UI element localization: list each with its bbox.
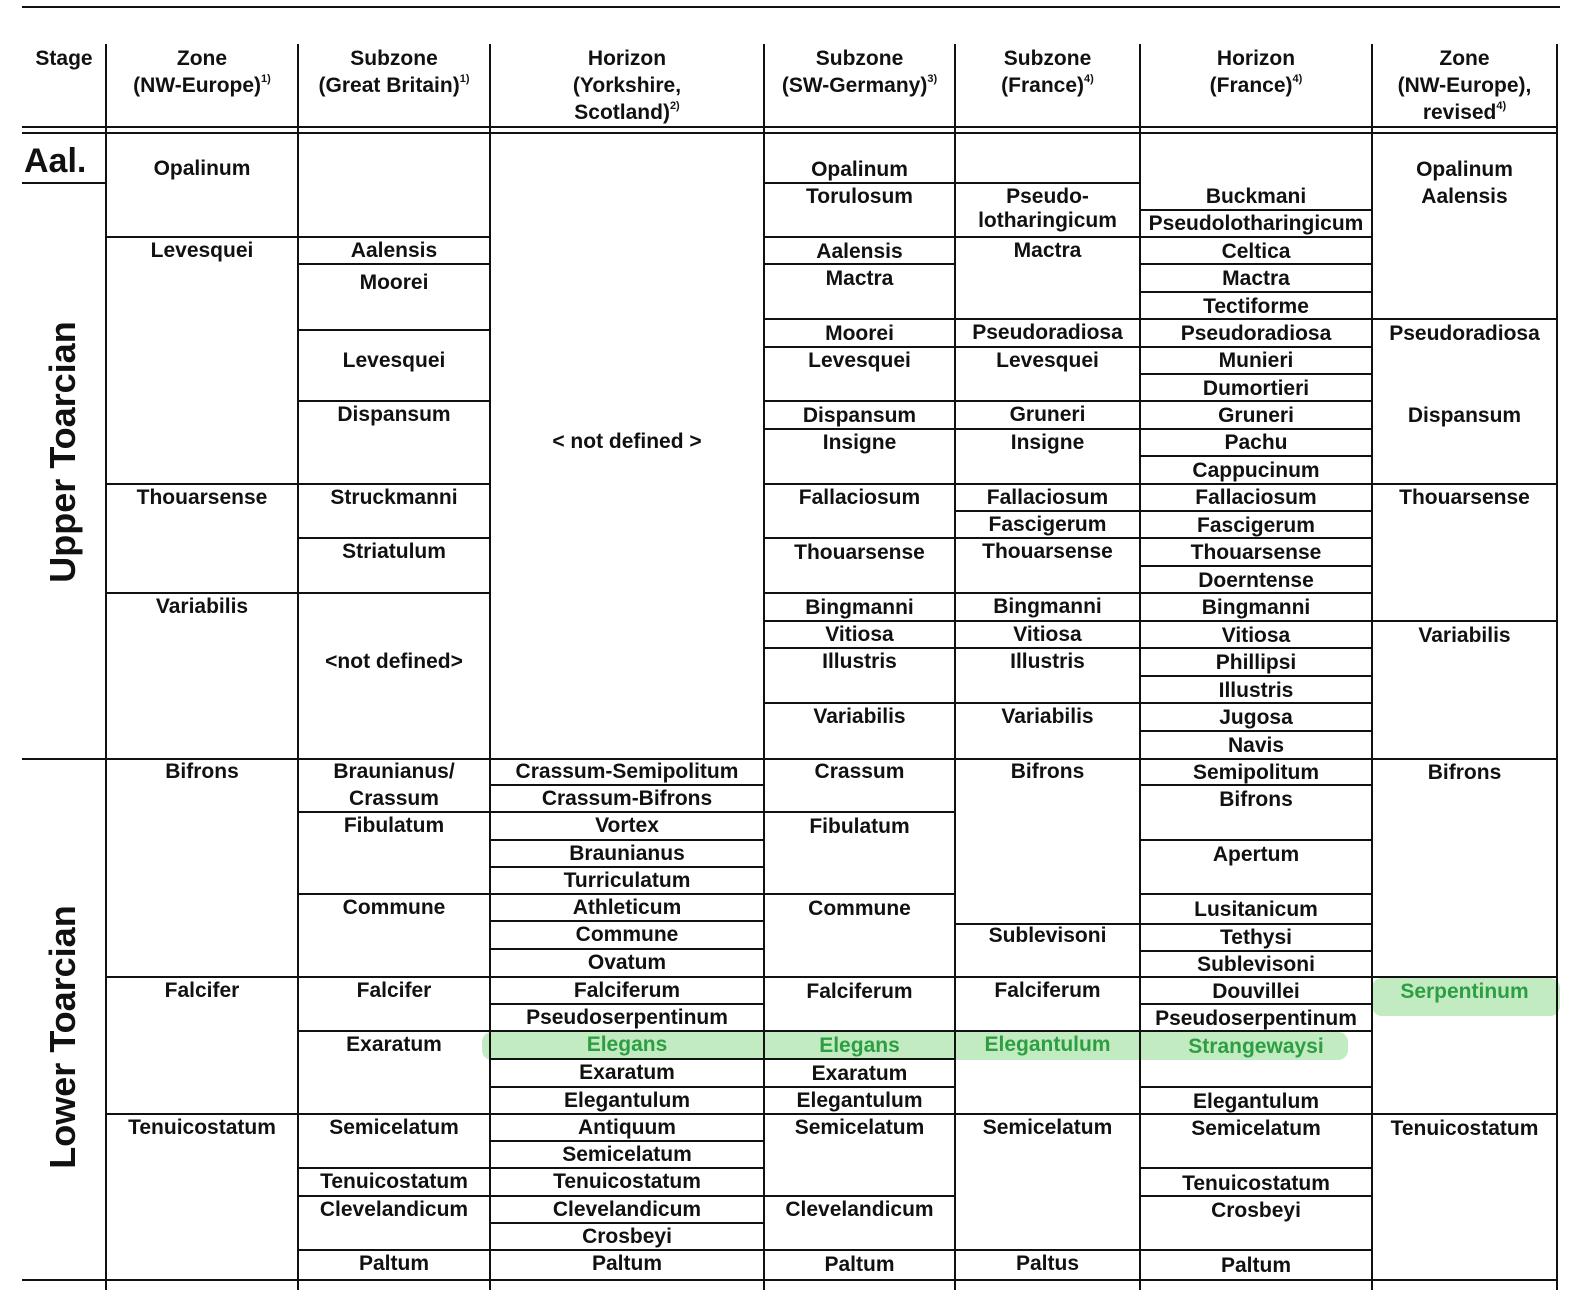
horizon-france-cell: Paltum — [1220, 1254, 1291, 1277]
horizon-yorkshire-cell: Commune — [575, 923, 679, 946]
header-subzone-france: Subzone (France)$^{4)}$ — [1001, 47, 1094, 97]
subzone-gb-cell: Paltum — [358, 1252, 429, 1275]
horizon-france-cell: Fascigerum — [1197, 514, 1315, 537]
subzone-france-cell: lotharingicum — [978, 209, 1117, 232]
subzone-france-cell: Bingmanni — [993, 595, 1102, 618]
stage-upper-toarcian: Upper Toarcian — [42, 321, 83, 583]
horizon-france-cell: Tenuicostatum — [1182, 1172, 1330, 1195]
horizon-france-cell: Pseudolotharingicum — [1148, 212, 1364, 235]
horizon-france-cell: Buckmani — [1205, 185, 1307, 208]
horizon-france-cell: Pseudoserpentinum — [1155, 1007, 1357, 1030]
horizon-france-cell-highlighted: Strangewaysi — [1188, 1035, 1324, 1058]
zone-cell: Bifrons — [165, 760, 239, 783]
header-subzone-great-britain: Subzone (Great Britain)$^{1)}$ — [318, 47, 470, 97]
subzone-gb-cell: Striatulum — [342, 540, 446, 563]
subzone-germany-cell: Paltum — [824, 1253, 895, 1276]
horizon-france-cell: Pachu — [1224, 431, 1288, 454]
horizon-france-cell: Elegantulum — [1192, 1090, 1319, 1113]
subzone-france-cell: Fascigerum — [988, 513, 1107, 536]
subzone-france-cell: Pseudo- — [1006, 185, 1089, 208]
subzone-france-cell: Semicelatum — [982, 1116, 1113, 1139]
horizon-france-cell: Gruneri — [1218, 404, 1294, 427]
horizon-france-cell: Semipolitum — [1192, 761, 1319, 784]
subzone-gb-cell: Crassum — [349, 787, 439, 810]
horizon-yorkshire-cell: Exaratum — [579, 1061, 675, 1084]
subzone-germany-cell: Falciferum — [806, 980, 913, 1003]
horizon-yorkshire-cell: Tenuicostatum — [553, 1170, 701, 1193]
horizon-yorkshire-cell-highlighted: Elegans — [586, 1033, 668, 1056]
horizon-france-cell: Fallaciosum — [1195, 486, 1317, 509]
horizon-france-cell: Celtica — [1221, 240, 1291, 263]
subzone-germany-cell: Fallaciosum — [798, 486, 921, 509]
zone-cell: Opalinum — [153, 157, 251, 180]
subzone-gb-cell: Aalensis — [350, 239, 438, 262]
subzone-france-cell: Bifrons — [1010, 760, 1085, 783]
subzone-france-cell: Insigne — [1010, 431, 1085, 454]
subzone-france-cell: Mactra — [1013, 239, 1082, 262]
header-zone-nw-europe: Zone (NW-Europe)$^{1)}$ — [133, 47, 271, 97]
horizon-france-cell: Tethysi — [1220, 926, 1292, 949]
subzone-germany-cell: Variabilis — [813, 705, 906, 728]
subzone-germany-cell: Torulosum — [806, 185, 913, 208]
subzone-germany-cell: Mactra — [825, 267, 894, 290]
horizon-france-cell: Sublevisoni — [1197, 953, 1315, 976]
horizon-yorkshire-cell: Falciferum — [573, 979, 681, 1002]
subzone-germany-cell: Semicelatum — [794, 1116, 925, 1139]
zone-revised-cell: Dispansum — [1407, 404, 1522, 427]
zone-revised-cell: Aalensis — [1421, 185, 1508, 208]
subzone-gb-cell: <not defined> — [325, 650, 463, 673]
horizon-france-cell: Lusitanicum — [1194, 898, 1318, 921]
subzone-france-cell: Falciferum — [994, 979, 1101, 1002]
header-zone-revised: Zone (NW-Europe), revised$^{4)}$ — [1397, 47, 1532, 124]
stage-lower-toarcian: Lower Toarcian — [42, 905, 83, 1169]
subzone-germany-cell: Commune — [808, 897, 911, 920]
subzone-france-cell: Vitiosa — [1013, 623, 1082, 646]
horizon-yorkshire-cell: Turriculatum — [563, 869, 691, 892]
horizon-france-cell: Navis — [1227, 734, 1285, 757]
zone-revised-cell: Bifrons — [1427, 761, 1502, 784]
horizon-france-cell: Crosbeyi — [1211, 1199, 1301, 1222]
horizon-yorkshire-cell: Crassum-Semipolitum — [515, 760, 739, 783]
horizon-yorkshire-cell: Crassum-Bifrons — [541, 787, 713, 810]
horizon-yorkshire-cell: Semicelatum — [562, 1143, 692, 1166]
stage-aalenian: Aal. — [24, 142, 87, 180]
subzone-germany-cell: Dispansum — [802, 404, 917, 427]
horizon-france-cell: Illustris — [1218, 679, 1294, 702]
subzone-germany-cell: Insigne — [822, 431, 897, 454]
header-horizon-yorkshire: Horizon (Yorkshire, Scotland)$^{2)}$ — [572, 47, 682, 124]
header-horizon-france: Horizon (France)$^{4)}$ — [1209, 47, 1303, 97]
zone-cell: Thouarsense — [136, 486, 268, 509]
subzone-germany-cell: Clevelandicum — [785, 1198, 934, 1221]
horizon-yorkshire-cell: Athleticum — [572, 896, 682, 919]
horizon-france-cell: Dumortieri — [1202, 377, 1310, 400]
zone-cell: Levesquei — [150, 239, 254, 262]
horizon-france-cell: Pseudoradiosa — [1180, 322, 1332, 345]
horizon-yorkshire-cell: Elegantulum — [563, 1089, 690, 1112]
header-subzone-sw-germany: Subzone (SW-Germany)$^{3)}$ — [781, 47, 938, 97]
subzone-france-cell: Sublevisoni — [988, 924, 1107, 947]
zone-cell: Tenuicostatum — [128, 1116, 276, 1139]
horizon-france-cell: Semicelatum — [1191, 1117, 1321, 1140]
subzone-germany-cell: Bingmanni — [805, 596, 914, 619]
subzone-france-cell-highlighted: Elegantulum — [984, 1033, 1111, 1056]
subzone-gb-cell: Commune — [342, 896, 446, 919]
subzone-germany-cell: Elegantulum — [796, 1089, 923, 1112]
horizon-yorkshire-cell: Crosbeyi — [582, 1225, 672, 1248]
zone-revised-cell: Thouarsense — [1399, 486, 1530, 509]
subzone-gb-cell: Falcifer — [356, 979, 432, 1002]
horizon-france-cell: Phillipsi — [1215, 651, 1297, 674]
subzone-germany-cell: Crassum — [814, 760, 905, 783]
horizon-france-cell: Mactra — [1222, 267, 1290, 290]
zone-cell: Variabilis — [155, 595, 249, 618]
subzone-gb-cell: Levesquei — [342, 349, 446, 372]
zone-revised-cell: Opalinum — [1416, 158, 1513, 181]
subzone-gb-cell: Dispansum — [337, 403, 451, 426]
horizon-yorkshire-cell: Clevelandicum — [552, 1198, 702, 1221]
subzone-germany-cell: Levesquei — [808, 349, 911, 372]
horizon-france-cell: Apertum — [1212, 843, 1300, 866]
horizon-france-cell: Bifrons — [1219, 788, 1293, 811]
horizon-france-cell: Douvillei — [1212, 980, 1300, 1003]
subzone-germany-cell: Illustris — [822, 650, 897, 673]
subzone-gb-cell: Semicelatum — [329, 1116, 459, 1139]
horizon-france-cell: Jugosa — [1219, 706, 1293, 729]
horizon-yorkshire-cell: Pseudoserpentinum — [526, 1006, 728, 1029]
horizon-france-cell: Doerntense — [1198, 569, 1314, 592]
header-stage: Stage — [35, 47, 93, 70]
subzone-germany-cell: Moorei — [825, 322, 894, 345]
horizon-france-cell: Bingmanni — [1201, 596, 1311, 619]
horizon-france-cell: Tectiforme — [1203, 295, 1309, 318]
subzone-gb-cell: Moorei — [359, 271, 429, 294]
zone-revised-cell: Variabilis — [1418, 624, 1511, 647]
horizon-yorkshire-cell: Ovatum — [587, 951, 667, 974]
subzone-gb-cell: Fibulatum — [343, 814, 445, 837]
horizon-france-cell: Vitiosa — [1221, 624, 1291, 647]
subzone-france-cell: Variabilis — [1001, 705, 1094, 728]
subzone-france-cell: Thouarsense — [982, 540, 1113, 563]
subzone-france-cell: Paltus — [1015, 1252, 1080, 1275]
horizon-yorkshire-cell: Paltum — [591, 1252, 662, 1275]
horizon-france-cell: Munieri — [1218, 349, 1294, 372]
subzone-gb-cell: Braunianus/ — [333, 760, 455, 783]
zone-revised-cell-highlighted: Serpentinum — [1400, 980, 1529, 1003]
subzone-germany-cell: Exaratum — [811, 1062, 908, 1085]
subzone-france-cell: Gruneri — [1009, 403, 1086, 426]
subzone-germany-cell: Vitiosa — [825, 623, 894, 646]
horizon-france-cell: Cappucinum — [1192, 459, 1320, 482]
zone-revised-cell: Tenuicostatum — [1390, 1117, 1539, 1140]
subzone-france-cell: Pseudoradiosa — [972, 321, 1123, 344]
zone-revised-cell: Pseudoradiosa — [1389, 322, 1540, 345]
subzone-germany-cell: Thouarsense — [794, 541, 925, 564]
horizon-yorkshire-cell: Vortex — [595, 814, 659, 837]
subzone-gb-cell: Tenuicostatum — [320, 1170, 468, 1193]
subzone-gb-cell: Clevelandicum — [319, 1198, 469, 1221]
subzone-france-cell: Illustris — [1010, 650, 1085, 673]
subzone-germany-cell-highlighted: Elegans — [819, 1034, 900, 1057]
horizon-yorkshire-cell: Antiquum — [578, 1116, 676, 1139]
subzone-germany-cell: Fibulatum — [809, 815, 910, 838]
subzone-germany-cell: Opalinum — [811, 158, 908, 181]
horizon-yorkshire-cell: < not defined > — [552, 430, 702, 453]
zone-cell: Falcifer — [164, 979, 240, 1002]
subzone-gb-cell: Struckmanni — [330, 486, 458, 509]
horizon-france-cell: Thouarsense — [1190, 541, 1322, 564]
subzone-france-cell: Levesquei — [996, 349, 1099, 372]
subzone-gb-cell: Exaratum — [346, 1033, 442, 1056]
subzone-france-cell: Fallaciosum — [986, 486, 1109, 509]
subzone-germany-cell: Aalensis — [816, 240, 903, 263]
horizon-yorkshire-cell: Braunianus — [569, 842, 685, 865]
